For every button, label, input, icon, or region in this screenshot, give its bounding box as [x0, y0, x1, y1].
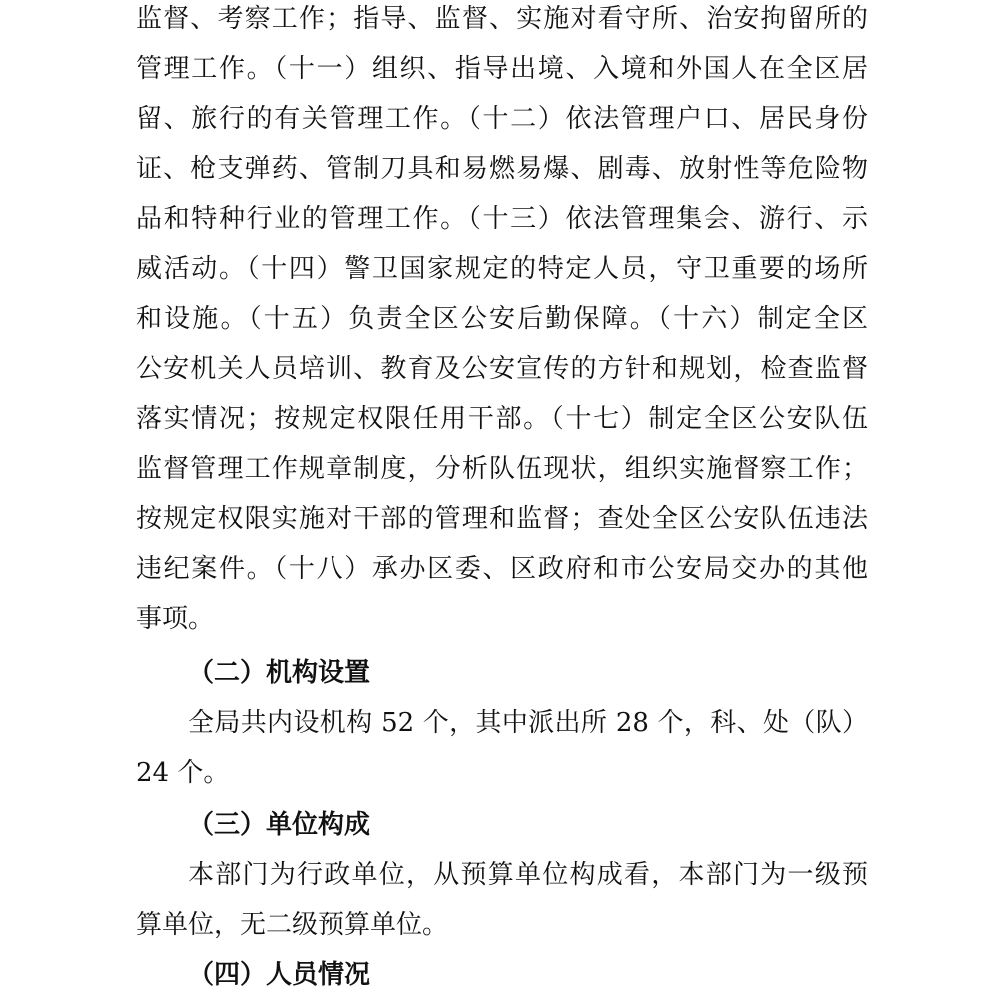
unit-composition-text-line: 本部门为行政单位，从预算单位构成看，本部门为一级预: [188, 860, 868, 890]
body-text-line: 证、枪支弹药、管制刀具和易燃易爆、剧毒、放射性等危险物: [136, 154, 868, 184]
body-text-line: 违纪案件。（十八）承办区委、区政府和市公安局交办的其他: [136, 554, 868, 584]
body-text-line: 公安机关人员培训、教育及公安宣传的方针和规划，检查监督: [136, 354, 868, 384]
body-text-line: 事项。: [136, 604, 215, 634]
body-text-line: 品和特种行业的管理工作。（十三）依法管理集会、游行、示: [136, 204, 868, 234]
body-text-line: 落实情况；按规定权限任用干部。（十七）制定全区公安队伍: [136, 404, 868, 434]
section-heading-org-setup: （二）机构设置: [188, 658, 371, 688]
body-text-line: 留、旅行的有关管理工作。（十二）依法管理户口、居民身份: [136, 104, 868, 134]
org-setup-text-line: 全局共内设机构 52 个，其中派出所 28 个，科、处（队）: [188, 708, 868, 738]
body-text-line: 威活动。（十四）警卫国家规定的特定人员，守卫重要的场所: [136, 254, 868, 284]
org-setup-text-line: 24 个。: [136, 758, 230, 788]
body-text-line: 和设施。（十五）负责全区公安后勤保障。（十六）制定全区: [136, 304, 868, 334]
body-text-line: 监督管理工作规章制度，分析队伍现状，组织实施督察工作；: [136, 454, 868, 484]
body-text-line: 按规定权限实施对干部的管理和监督；查处全区公安队伍违法: [136, 504, 868, 534]
unit-composition-text-line: 算单位，无二级预算单位。: [136, 910, 449, 940]
body-text-line: 管理工作。（十一）组织、指导出境、入境和外国人在全区居: [136, 54, 868, 84]
section-heading-unit-composition: （三）单位构成: [188, 810, 371, 840]
body-text-line: 监督、考察工作；指导、监督、实施对看守所、治安拘留所的: [136, 4, 868, 34]
section-heading-staffing: （四）人员情况: [188, 960, 371, 990]
